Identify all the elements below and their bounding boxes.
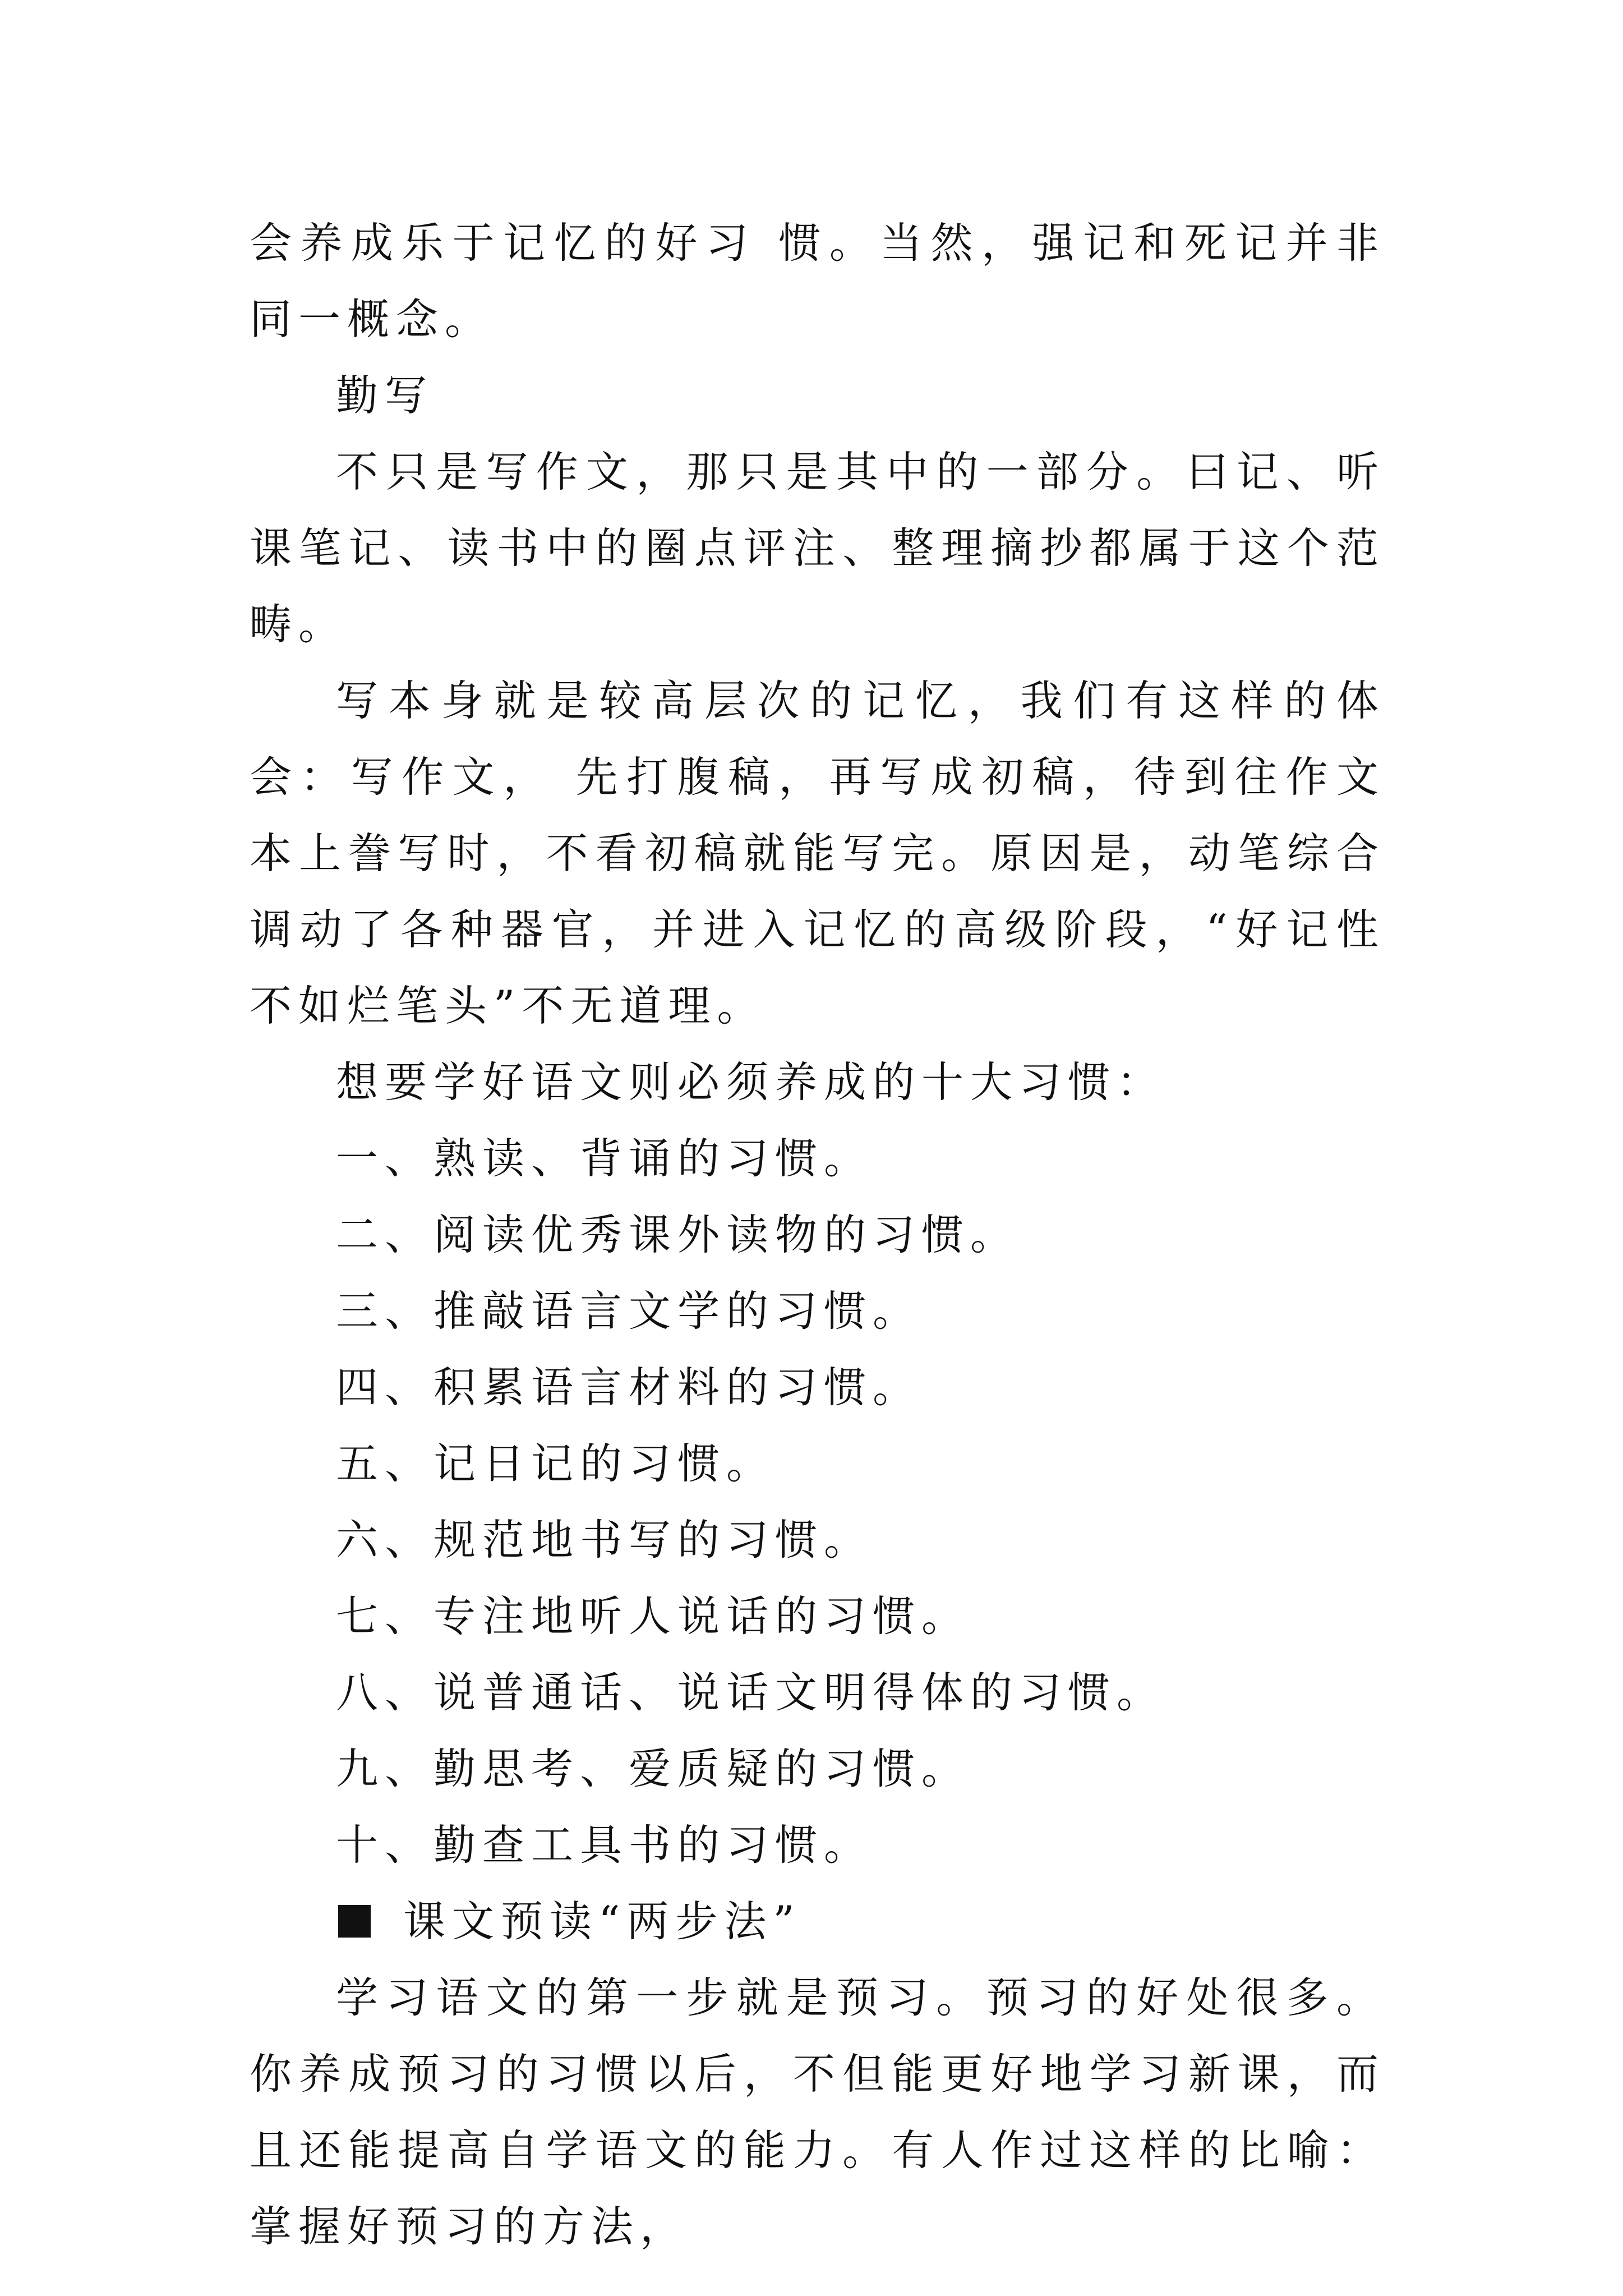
habit-item: 三、推敲语言文学的习惯。 — [336, 1286, 922, 1336]
habit-item: 七、专注地听人说话的习惯。 — [336, 1591, 971, 1641]
habit-item: 五、记日记的习惯。 — [336, 1439, 776, 1488]
habit-item: 十、勤查工具书的习惯。 — [336, 1820, 873, 1870]
habit-item: 一、熟读、背诵的习惯。 — [336, 1134, 873, 1183]
section-heading-line — [250, 1883, 1385, 1959]
continuation-paragraph: 会养成乐于记忆的好习 惯。当然，强记和死记并非同一概念。 — [250, 218, 1385, 344]
habit-item: 八、说普通话、说话文明得体的习惯。 — [336, 1668, 1166, 1717]
heading-qinxie: 勤写 — [336, 371, 434, 420]
habit-item: 六、规范地书写的习惯。 — [336, 1515, 873, 1565]
habit-item: 九、勤思考、爱质疑的习惯。 — [336, 1744, 971, 1793]
paragraph-writing-scope: 不只是写作文，那只是其中的一部分。曰记、听课笔记、读书中的圈点评注、整理摘抄都属于这个范畴。 — [250, 447, 1385, 649]
section-heading: 课文预读“两步法” — [403, 1897, 801, 1946]
paragraph-preview: 学习语文的第一步就是预习。预习的好处很多。你养成预习的习惯以后，不但能更好地学习新课，而且还能提高自学语文的能力。有人作过这样的比喻：掌握好预习的方法， — [250, 1973, 1385, 2251]
habit-item: 二、阅读优秀课外读物的习惯。 — [336, 1210, 1020, 1259]
habit-item: 四、积累语言材料的习惯。 — [336, 1363, 922, 1412]
paragraph-ten-habits-intro: 想要学好语文则必须养成的十大习惯： — [336, 1057, 1166, 1107]
paragraph-writing-memory: 写本身就是较高层次的记忆，我们有这样的体会：写作文， 先打腹稿，再写成初稿，待到往作文本上誊写时，不看初稿就能写完。原因是，动笔综合调动了各种器官，并进入记忆的高级阶段，“好记性不如烂笔头”不无道理。 — [250, 676, 1385, 1030]
document-body — [250, 205, 1385, 2265]
black-square-bullet-icon — [338, 1905, 371, 1938]
